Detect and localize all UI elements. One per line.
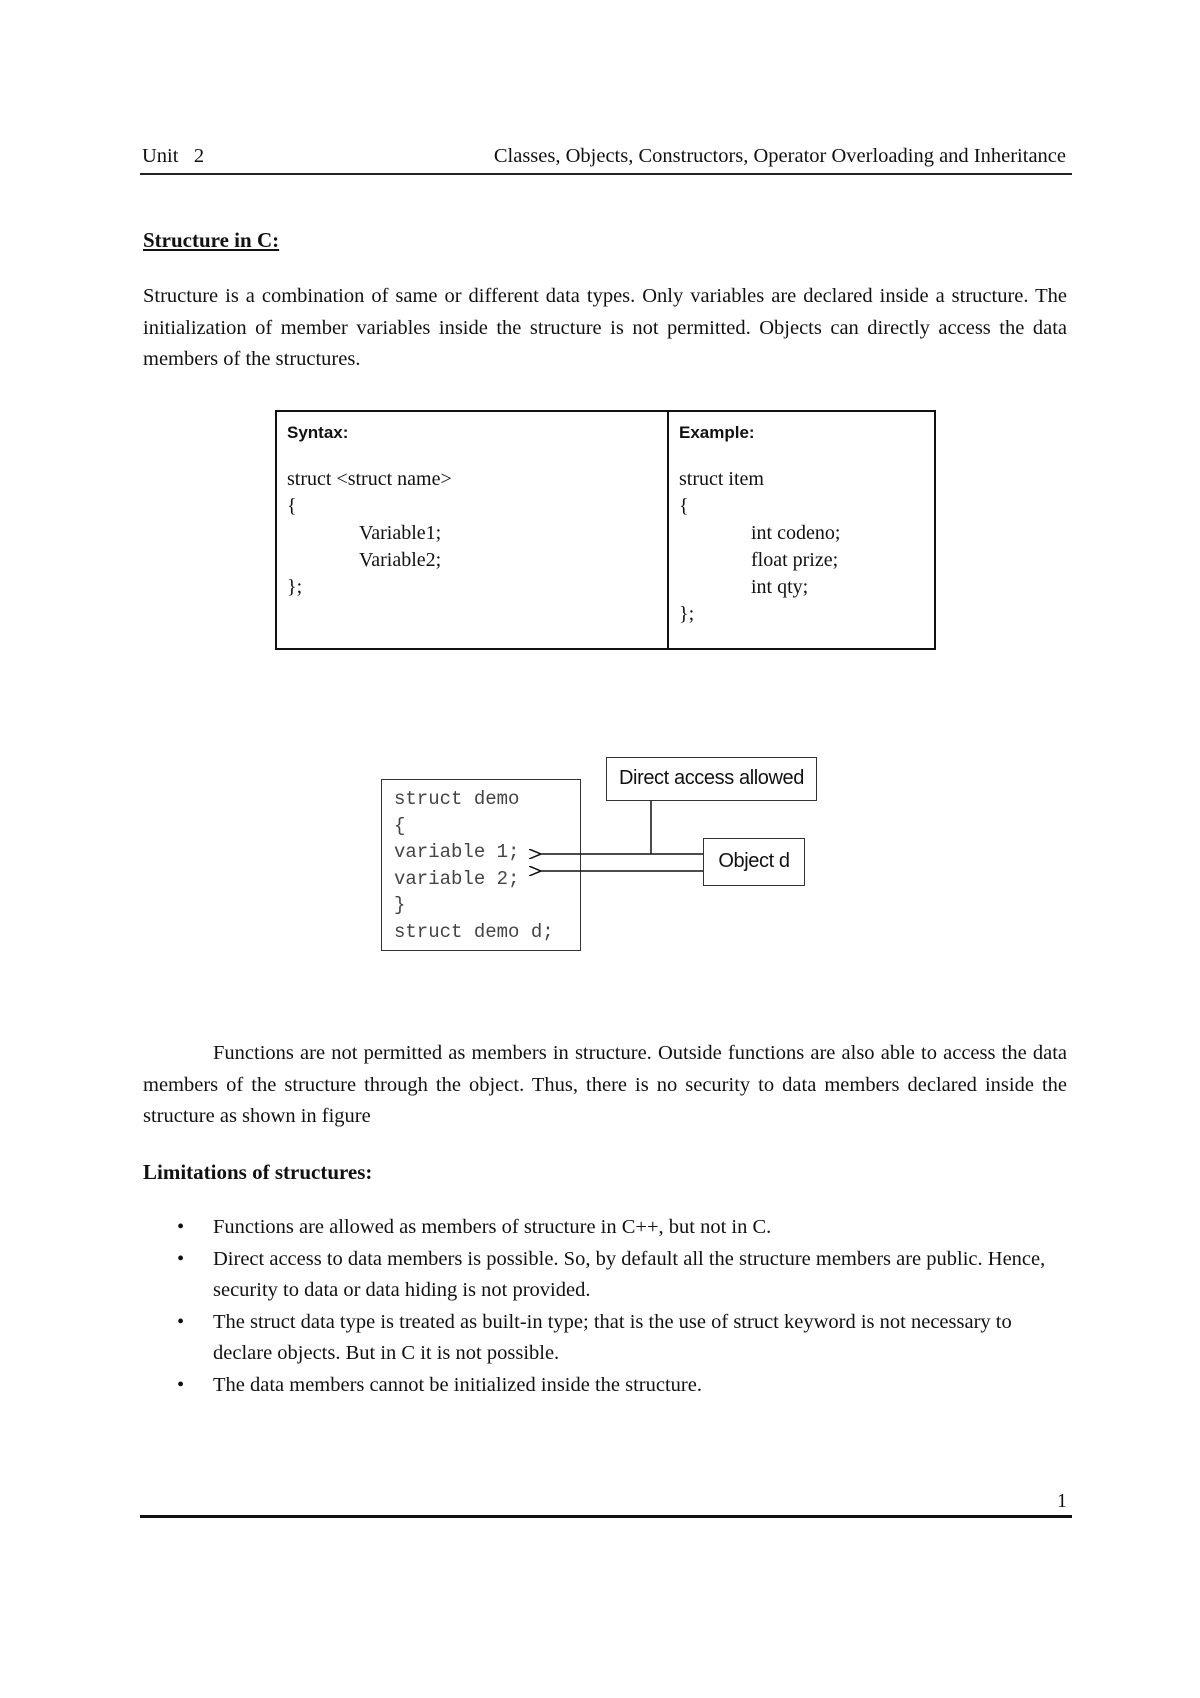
- chapter-title: Classes, Objects, Constructors, Operator Overloading and Inheritance: [493, 145, 1066, 167]
- example-line: struct item: [679, 468, 764, 490]
- section-heading: Structure in C:: [143, 228, 280, 252]
- direct-access-label-box: Direct access allowed: [606, 757, 817, 801]
- syntax-label: Syntax:: [287, 423, 349, 442]
- limitation-text: Direct access to data members is possible. So, by default all the structure members are public. Hence, security to data or data hiding is not provided.: [213, 1247, 1046, 1301]
- list-item: [143, 1307, 1063, 1370]
- access-arrows: [370, 750, 830, 960]
- bullet-icon: •: [177, 1247, 185, 1270]
- limitations-heading: Limitations of structures:: [143, 1160, 373, 1184]
- example-line: int qty;: [751, 576, 809, 598]
- figure-code-line: }: [394, 894, 406, 916]
- page-number: 1: [1057, 1490, 1067, 1512]
- figure-code-line: variable 2;: [394, 867, 520, 890]
- footer-rule: [140, 1515, 1072, 1518]
- example-label: Example:: [679, 423, 755, 442]
- list-item: [143, 1212, 1063, 1244]
- limitation-text: The struct data type is treated as built-in type; that is the use of struct keyword is not necessary to declare objects. But in C it is not possible.: [213, 1310, 1012, 1364]
- bullet-icon: •: [177, 1310, 185, 1333]
- figure-code-line: variable 1;: [394, 841, 520, 863]
- list-item: [143, 1244, 1063, 1307]
- figure-code-line: struct demo d;: [394, 920, 554, 943]
- example-cell: [669, 412, 934, 648]
- syntax-line: {: [287, 495, 297, 517]
- limitations-list: [143, 1212, 1063, 1401]
- limitation-text: Functions are allowed as members of structure in C++, but not in C.: [213, 1216, 772, 1238]
- page-header: [140, 143, 1072, 175]
- list-item: [143, 1370, 1063, 1402]
- bullet-icon: •: [177, 1373, 185, 1396]
- syntax-cell: [277, 412, 669, 648]
- structure-access-diagram: [370, 750, 830, 960]
- example-line: int codeno;: [751, 522, 841, 544]
- example-line: float prize;: [751, 549, 839, 571]
- syntax-line: Variable2;: [359, 549, 442, 571]
- object-d-box: Object d: [703, 838, 805, 886]
- syntax-example-table: [275, 410, 936, 650]
- example-line: };: [679, 603, 695, 625]
- syntax-line: Variable1;: [359, 522, 442, 544]
- syntax-line: struct <struct name>: [287, 468, 452, 490]
- intro-paragraph: Structure is a combination of same or different data types. Only variables are declared inside a structure. The initialization of member variables inside the structure is not permitted. Objects can directly access the data members of the structures.: [143, 285, 1067, 370]
- figure-code-line: struct demo: [394, 788, 520, 810]
- functions-paragraph: Functions are not permitted as members in structure. Outside functions are also able to access the data members of the structure through the object. Thus, there is no security to data members declared inside the structure as shown in figure: [143, 1042, 1067, 1127]
- bullet-icon: •: [177, 1216, 185, 1238]
- unit-label: Unit 2: [142, 145, 205, 167]
- limitation-text: The data members cannot be initialized inside the structure.: [213, 1373, 702, 1396]
- figure-code-line: {: [394, 814, 406, 837]
- syntax-line: };: [287, 576, 303, 598]
- example-line: {: [679, 495, 689, 517]
